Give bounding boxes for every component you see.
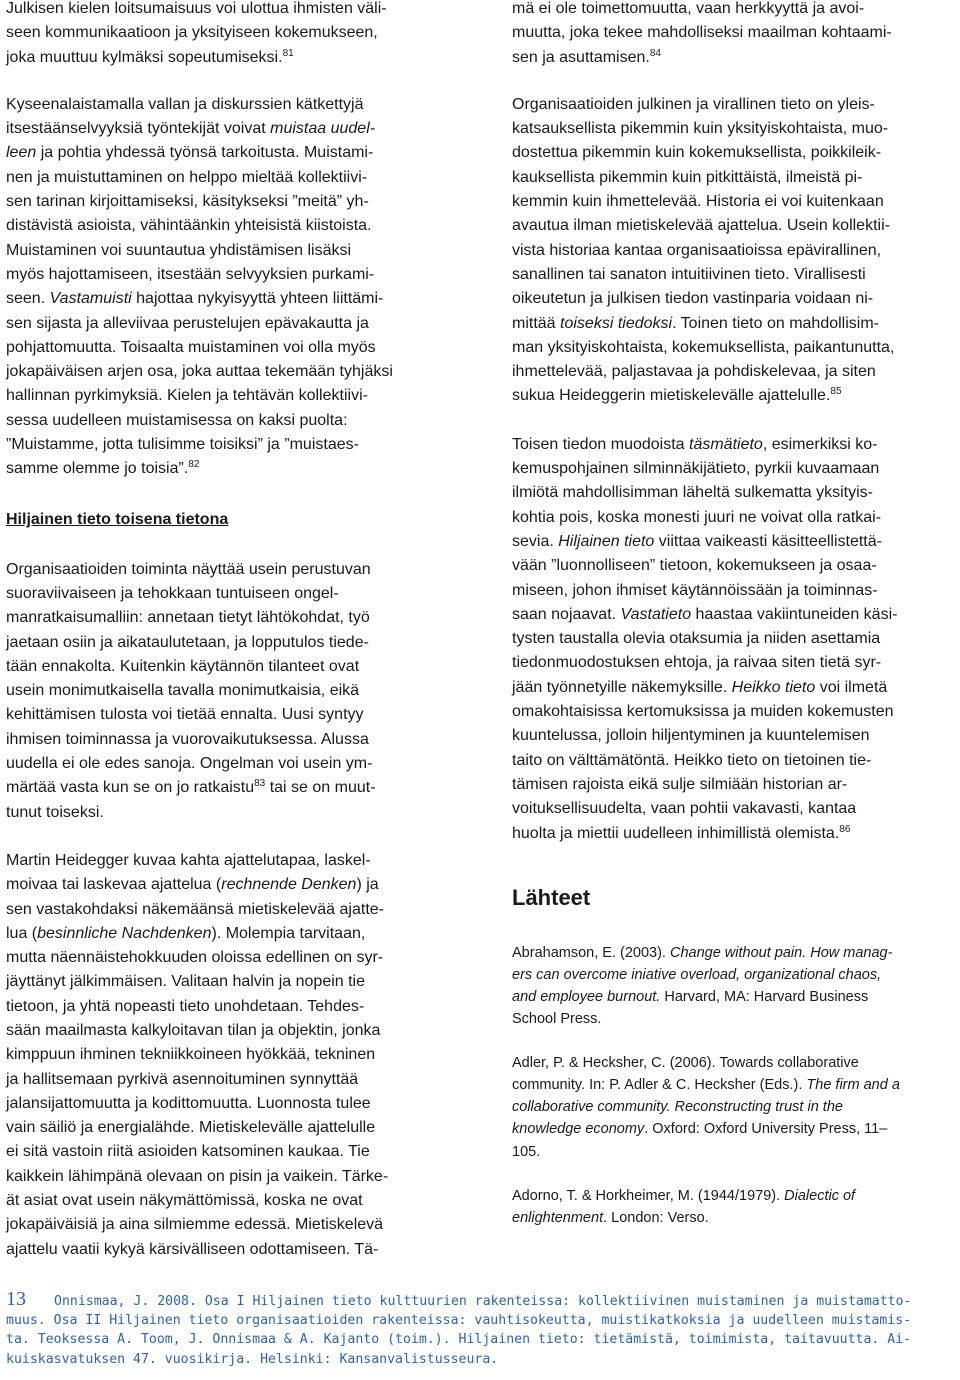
text-line: sen sijasta ja alleviivaa perustelujen epävakautta ja <box>6 314 369 332</box>
text-line: ihmisen toiminnassa ja vuorovaikutuksessa. Alussa <box>6 730 369 748</box>
text-line: nen ja muistuttaminen on helppo mieltää kollektiivi- <box>6 168 368 186</box>
text-line: Julkisen kielen loitsumaisuus voi ulottua ihmisten väli- <box>6 0 387 17</box>
text-line: jalansijattomuutta ja kodittomuutta. Luonnosta tulee <box>6 1094 371 1112</box>
text-line: and employee burnout. Harvard, MA: Harvard Business <box>512 988 869 1005</box>
text-line: huolta ja miettii uudelleen inhimillistä olemista.$^{86}$ <box>512 823 851 842</box>
text-line: ers can overcome iniative overload, organizational chaos, <box>512 966 882 983</box>
text-line: knowledge economy. Oxford: Oxford University Press, 11– <box>512 1121 888 1138</box>
text-line: jaetaan osiin ja aikataulutetaan, ja lopputulos tiede- <box>6 633 369 651</box>
text-line: saan nojaavat. Vastatieto haastaa vakiintuneiden käsi- <box>512 605 898 623</box>
text-line: Adorno, T. & Horkheimer, M. (1944/1979). Dialectic of <box>512 1187 856 1204</box>
text-line: sukua Heideggerin mietiskelevälle ajattelulle.$^{85}$ <box>512 386 842 405</box>
text-line: leen ja pohtia yhdessä työnsä tarkoitusta. Muistami- <box>6 144 374 162</box>
text-line: katsauksellista pikemmin kuin yksityiskohtaista, muo- <box>512 120 889 138</box>
text-line: Adler, P. & Hecksher, C. (2006). Towards collaborative <box>512 1055 859 1072</box>
text-line: kehittämisen tulosta voi tietää ennalta. Uusi syntyy <box>6 706 364 724</box>
text-line: ”Muistamme, jotta tulisimme toisiksi” ja ”muistaes- <box>6 436 359 454</box>
text-line: joka muuttuu kylmäksi sopeutumiseksi.$^{81}$ <box>6 47 294 66</box>
text-line: uudella ei ole edes sanoja. Ongelman voi usein ym- <box>6 755 373 773</box>
right-column <box>512 0 958 1229</box>
text-line: enlightenment. London: Verso. <box>512 1209 709 1226</box>
text-line: Muistaminen voi suuntautua yhdistämisen lisäksi <box>6 241 352 259</box>
text-line: kaikkein lähimpänä olevaan on pisin ja vaikein. Tärke- <box>6 1167 389 1185</box>
text-line: jäyttänyt jälkimmäisen. Valitaan halvin ja nopein tie <box>6 973 366 991</box>
reference-entry <box>512 942 958 1030</box>
paragraph <box>6 849 458 1262</box>
text-line: man yksityiskohtaista, kokemuksellista, paikantunutta, <box>512 338 895 356</box>
text-line: tään ennakolta. Kuitenkin käytännön tilanteet ovat <box>6 657 360 675</box>
text-line: kauksellista pikemmin kuin pitkittäistä, ilmeistä pi- <box>512 168 863 186</box>
text-line: sessa uudelleen muistamisessa on kaksi puolta: <box>6 411 348 429</box>
text-line: moivaa tai laskevaa ajattelua (rechnende Denken) ja <box>6 876 379 894</box>
text-line: Abrahamson, E. (2003). Change without pain. How manag- <box>512 944 893 961</box>
text-line: community. In: P. Adler & C. Hecksher (Eds.). The firm and a <box>512 1077 900 1094</box>
text-line: jokapäiväisen arjen osa, joka auttaa tekemään tyhjäksi <box>6 363 393 381</box>
text-line: kohtia pois, koska monesti juuri ne voivat olla ratkai- <box>512 508 882 526</box>
text-line: muutta, joka tekee mahdolliseksi maailman kohtaami- <box>512 24 892 42</box>
footer-line: muus. Osa II Hiljainen tieto organisaatioiden rakenteissa: vauhtisokeutta, muistikatkoksia ja uudelleen muistamis- <box>6 1313 912 1329</box>
text-line: ei sitä vastoin riitä asioiden katsominen kaukaa. Tie <box>6 1143 370 1161</box>
reference-entry <box>512 1052 958 1162</box>
footnote-ref: 82 <box>188 459 200 471</box>
text-line: School Press. <box>512 1011 602 1028</box>
text-line: kemuspohjainen silminnäkijätieto, pyrkii kuvaamaan <box>512 460 880 478</box>
paragraph <box>6 0 458 70</box>
paragraph <box>6 558 458 825</box>
text-line: myös hajottamiseen, itsestään selvyyksien purkami- <box>6 265 375 283</box>
text-line: sen vastakohdaksi näkemäänsä mietiskelevää ajatte- <box>6 900 384 918</box>
text-line: dostettua pikemmin kuin kokemuksellista, poikkileik- <box>512 144 882 162</box>
text-line: 105. <box>512 1143 541 1160</box>
text-line: suoraviivaiseen ja tehokkaan tuntuiseen ongel- <box>6 584 339 602</box>
text-line: tietoon, ja yhtä nopeasti tieto unohdetaan. Tehdes- <box>6 997 365 1015</box>
text-line: tämisen rajoista eikä sulje silmiään historian ar- <box>512 775 848 793</box>
text-line: kuuntelussa, jolloin hiljentyminen ja kuuntelemisen <box>512 727 870 745</box>
text-line: taito on välttämätöntä. Heikko tieto on tietoinen tie- <box>512 751 872 769</box>
text-line: samme olemme jo toisia”.$^{82}$ <box>6 459 200 478</box>
footnote-ref: 85 <box>830 386 842 398</box>
text-line: sanallinen tai sanaton intuitiivinen tieto. Virallisesti <box>512 265 866 283</box>
text-line: mä ei ole toimettomuutta, vaan herkkyyttä ja avoi- <box>512 0 865 17</box>
text-line: jään työnnetyille näkemyksille. Heikko tieto voi ilmetä <box>512 678 888 696</box>
text-line: omakohtaisissa kertomuksissa ja muiden kokemusten <box>512 703 894 721</box>
left-column <box>6 0 458 1262</box>
text-line: voituksellisuudelta, vaan pohtii vakavasti, kantaa <box>512 800 857 818</box>
text-line: usein monimutkaisella tavalla monimutkaisia, eikä <box>6 682 360 700</box>
footer-line: 13 Onnismaa, J. 2008. Osa I Hiljainen tieto kulttuurien rakenteissa: kollektiivinen muistaminen ja muistamatto- <box>6 1288 912 1310</box>
text-line: sen ja asuttamisen.$^{84}$ <box>512 47 661 66</box>
text-line: oikeutetun ja julkisen tiedon vastinparia voidaan ni- <box>512 290 874 308</box>
text-line: ja hallitsemaan pyrkivä asennoituminen synnyttää <box>6 1070 359 1088</box>
text-line: lua (besinnliche Nachdenken). Molempia tarvitaan, <box>6 924 366 942</box>
text-line: avautua ilman mietiskelevää ajattelua. Usein kollektii- <box>512 217 890 235</box>
paragraph <box>512 93 958 409</box>
page-footer <box>6 1290 956 1369</box>
text-line: jokapäiväisiä ja aina silmiemme edessä. Mietiskelevä <box>6 1216 384 1234</box>
text-line: vista historiaa kantaa organisaatioissa epävirallinen, <box>512 241 882 259</box>
text-line: tiedonmuodostuksen ehtoja, ja raivaa siten tietä syr- <box>512 654 882 672</box>
footer-line: ta. Teoksessa A. Toom, J. Onnismaa & A. Kajanto (toim.). Hiljainen tieto: tietämistä, toimimista, taitavuutta. Ai- <box>6 1332 912 1348</box>
footnote-ref: 81 <box>282 47 294 59</box>
text-line: mittää toiseksi tiedoksi. Toinen tieto on mahdollisim- <box>512 314 879 332</box>
text-line: miseen, johon ihmiset käytännöissään ja toiminnas- <box>512 581 878 599</box>
text-line: vään ”luonnolliseen” tietoon, kokemukseen ja osaa- <box>512 557 877 575</box>
footnote-ref: 86 <box>839 823 851 835</box>
text-line: ajattelu vaatii kykyä kärsivälliseen odottamiseen. Tä- <box>6 1240 379 1258</box>
text-line: seen. Vastamuisti hajottaa nykyisyyttä yhteen liittämi- <box>6 290 384 308</box>
text-line: ät asiat ovat usein näkymättömissä, koska ne ovat <box>6 1192 363 1210</box>
text-line: Organisaatioiden toiminta näyttää usein perustuvan <box>6 560 371 578</box>
text-line: hallinnan pyrkimyksiä. Kielen ja tehtävän kollektiivi- <box>6 387 368 405</box>
text-line: Martin Heidegger kuvaa kahta ajattelutapaa, laskel- <box>6 851 371 869</box>
page-number: 13 <box>6 1288 26 1310</box>
text-line: pohjattomuutta. Toisaalta muistaminen voi olla myös <box>6 338 376 356</box>
text-line: kemmin kuin ihmettelevää. Historia ei voi kuitenkaan <box>512 193 884 211</box>
text-line: distävistä asioista, vähintäänkin yhteisistä kiistoista. <box>6 217 372 235</box>
text-line: Toisen tiedon muodoista täsmätieto, esimerkiksi ko- <box>512 435 878 453</box>
text-line: tunut toiseksi. <box>6 803 104 821</box>
text-line: tysten taustalla olevia otaksumia ja niiden asettamia <box>512 630 881 648</box>
text-line: collaborative community. Reconstructing trust in the <box>512 1099 843 1116</box>
section-heading: Hiljainen tieto toisena tietona <box>6 510 229 528</box>
text-line: ilmiötä mahdollisimman läheltä sulkematta yksityis- <box>512 484 874 502</box>
text-line: sään maailmasta kalkyloitavan tilan ja objektin, jonka <box>6 1021 381 1039</box>
paragraph <box>6 93 458 482</box>
text-line: manratkaisumalliin: annetaan tietyt lähtökohdat, työ <box>6 609 370 627</box>
text-line: sevia. Hiljainen tieto viittaa vaikeasti käsitteellistettä- <box>512 532 882 550</box>
text-line: sen tarinan kirjoittamiseksi, käsitykseksi ”meitä” yh- <box>6 193 369 211</box>
references-heading: Lähteet <box>512 884 591 910</box>
text-line: seen kommunikaatioon ja yksityiseen kokemukseen, <box>6 24 378 42</box>
text-line: ihmettelevää, paljastavaa ja pohdiskelevaa, ja siten <box>512 363 876 381</box>
reference-entry <box>512 1185 958 1229</box>
text-line: kimppuun ihminen tekniikkoineen hyökkää, tekninen <box>6 1046 376 1064</box>
footnote-ref: 83 <box>254 778 266 790</box>
text-line: mutta näennäistehokkuuden oloissa edellinen on syr- <box>6 949 384 967</box>
text-line: Organisaatioiden julkinen ja virallinen tieto on yleis- <box>512 95 875 113</box>
footnote-ref: 84 <box>649 47 661 59</box>
text-line: Kyseenalaistamalla vallan ja diskurssien kätkettyjä <box>6 95 364 113</box>
footer-line: kuiskasvatuksen 47. vuosikirja. Helsinki: Kansanvalistusseura. <box>6 1351 499 1367</box>
text-line: vain säiliö ja energialähde. Mietiskelevälle ajattelulle <box>6 1119 376 1137</box>
paragraph <box>512 433 958 846</box>
text-line: itsestäänselvyyksiä työntekijät voivat muistaa uudel- <box>6 120 376 138</box>
text-line: märtää vasta kun se on jo ratkaistu$^{83}$ tai se on muut- <box>6 778 376 797</box>
paragraph <box>512 0 958 70</box>
